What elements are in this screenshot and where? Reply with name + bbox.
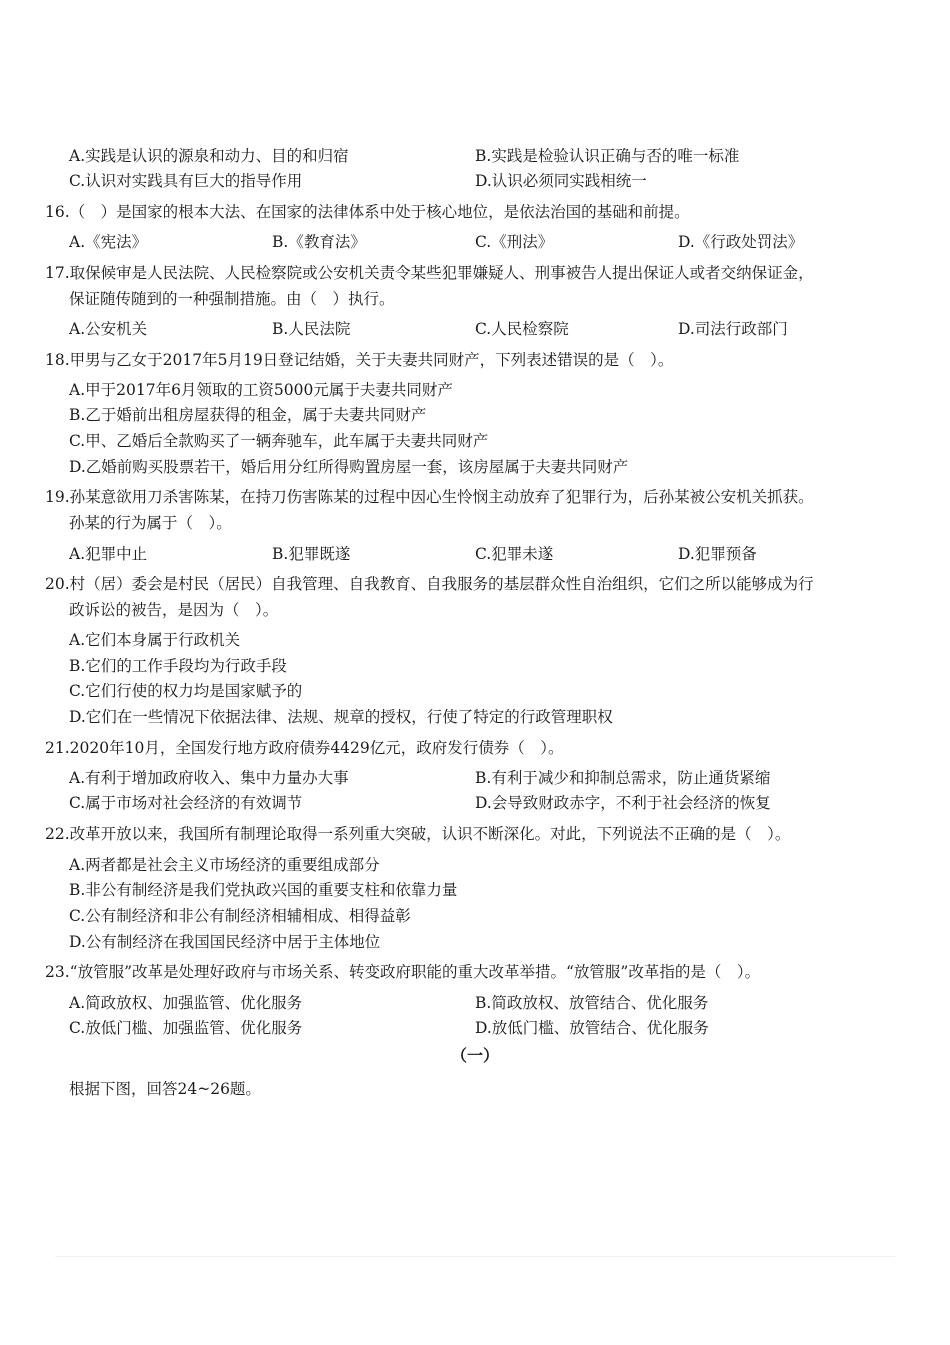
q18-option-a-row [0,377,950,403]
q15-options-row1 [0,143,950,169]
q20-option-c-row [0,678,950,704]
q21-stem-row [0,735,950,761]
q19-stem-row1 [0,484,950,510]
q19-stem-row2 [0,510,950,536]
q15-option-a: A.实践是认识的源泉和动力、目的和归宿 [69,147,349,165]
q19-option-a: A.犯罪中止 [69,545,148,563]
q22-option-c-row [0,903,950,929]
q21-options-row1 [0,765,950,791]
section-heading: （一） [450,1046,499,1065]
q19-stem-line1: 19.孙某意欲用刀杀害陈某，在持刀伤害陈某的过程中因心生怜悯主动放弃了犯罪行为，后孙某被公安机关抓获。 [45,488,814,506]
q18-option-d-row [0,454,950,480]
q17-option-b: B.人民法院 [272,320,351,338]
q16-option-a: A.《宪法》 [69,233,148,251]
q20-option-a-row [0,627,950,653]
q16-stem-row [0,199,950,225]
q23-options-row2 [0,1015,950,1041]
q23-option-c: C.放低门槛、加强监管、优化服务 [69,1019,303,1037]
q18-option-a: A.甲于2017年6月领取的工资5000元属于夫妻共同财产 [69,381,453,399]
q17-stem-line1: 17.取保候审是人民法院、人民检察院或公安机关责令某些犯罪嫌疑人、刑事被告人提出保证人或者交纳保证金， [45,264,814,282]
q16-options-row [0,229,950,255]
q20-option-d-row [0,704,950,730]
q19-option-b: B.犯罪既遂 [272,545,351,563]
q16-option-c: C.《刑法》 [475,233,554,251]
q17-stem-row1 [0,260,950,286]
q23-options-row1 [0,990,950,1016]
q16-option-d: D.《行政处罚法》 [678,233,804,251]
q15-option-c: C.认识对实践具有巨大的指导作用 [69,172,303,190]
q20-option-a: A.它们本身属于行政机关 [69,631,241,649]
q21-option-c: C.属于市场对社会经济的有效调节 [69,794,303,812]
q15-option-d: D.认识必须同实践相统一 [475,172,647,190]
q16-option-b: B.《教育法》 [272,233,366,251]
q21-option-d: D.会导致财政赤字，不利于社会经济的恢复 [475,794,771,812]
q21-options-row2 [0,790,950,816]
q17-stem-row2 [0,286,950,312]
section-intro: 根据下图，回答24~26题。 [69,1080,261,1098]
q22-stem-row [0,821,950,847]
q20-option-d: D.它们在一些情况下依据法律、法规、规章的授权，行使了特定的行政管理职权 [69,708,613,726]
q18-option-c-row [0,428,950,454]
q20-option-b: B.它们的工作手段均为行政手段 [69,657,287,675]
q21-option-a: A.有利于增加政府收入、集中力量办大事 [69,769,349,787]
q20-stem-row1 [0,571,950,597]
q18-option-b-row [0,402,950,428]
q22-option-b: B.非公有制经济是我们党执政兴国的重要支柱和依靠力量 [69,881,458,899]
footer-divider [55,1256,895,1257]
q22-option-d-row [0,929,950,955]
q19-stem-line2: 孙某的行为属于（ ）。 [69,514,232,532]
q18-option-c: C.甲、乙婚后全款购买了一辆奔驰车，此车属于夫妻共同财产 [69,432,489,450]
q16-stem: 16.（ ）是国家的根本大法、在国家的法律体系中处于核心地位，是依法治国的基础和前提。 [45,203,690,221]
q23-stem: 23.“放管服”改革是处理好政府与市场关系、转变政府职能的重大改革举措。“放管服”改革指的是（ ）。 [45,963,761,981]
q23-option-a: A.简政放权、加强监管、优化服务 [69,994,303,1012]
q15-option-b: B.实践是检验认识正确与否的唯一标准 [475,147,740,165]
q17-stem-line2: 保证随传随到的一种强制措施。由（ ）执行。 [69,290,395,308]
q22-option-c: C.公有制经济和非公有制经济相辅相成、相得益彰 [69,907,411,925]
q15-options-row2 [0,168,950,194]
q18-option-b: B.乙于婚前出租房屋获得的租金，属于夫妻共同财产 [69,406,427,424]
section-intro-row [0,1076,950,1102]
q22-option-b-row [0,877,950,903]
q22-option-d: D.公有制经济在我国国民经济中居于主体地位 [69,933,381,951]
q19-option-c: C.犯罪未遂 [475,545,554,563]
q22-option-a-row [0,852,950,878]
q22-option-a: A.两者都是社会主义市场经济的重要组成部分 [69,856,380,874]
q17-option-a: A.公安机关 [69,320,148,338]
q18-stem-row [0,347,950,373]
q20-option-c: C.它们行使的权力均是国家赋予的 [69,682,303,700]
q21-stem: 21.2020年10月，全国发行地方政府债券4429亿元，政府发行债券（ ）。 [45,739,564,757]
q23-option-b: B.简政放权、放管结合、优化服务 [475,994,709,1012]
q18-stem: 18.甲男与乙女于2017年5月19日登记结婚，关于夫妻共同财产，下列表述错误的是（ ）。 [45,351,674,369]
q23-stem-row [0,959,950,985]
q17-options-row [0,316,950,342]
q20-option-b-row [0,653,950,679]
q21-option-b: B.有利于减少和抑制总需求，防止通货紧缩 [475,769,771,787]
q18-option-d: D.乙婚前购买股票若干，婚后用分红所得购置房屋一套，该房屋属于夫妻共同财产 [69,458,629,476]
q20-stem-line1: 20.村（居）委会是村民（居民）自我管理、自我教育、自我服务的基层群众性自治组织，它们之所以能够成为行 [45,575,814,593]
q20-stem-row2 [0,597,950,623]
q20-stem-line2: 政诉讼的被告，是因为（ ）。 [69,601,279,619]
q17-option-c: C.人民检察院 [475,320,569,338]
q19-options-row [0,541,950,567]
q22-stem: 22.改革开放以来，我国所有制理论取得一系列重大突破，认识不断深化。对此，下列说法不正确的是（ ）。 [45,825,791,843]
q17-option-d: D.司法行政部门 [678,320,788,338]
q23-option-d: D.放低门槛、放管结合、优化服务 [475,1019,709,1037]
q19-option-d: D.犯罪预备 [678,545,757,563]
